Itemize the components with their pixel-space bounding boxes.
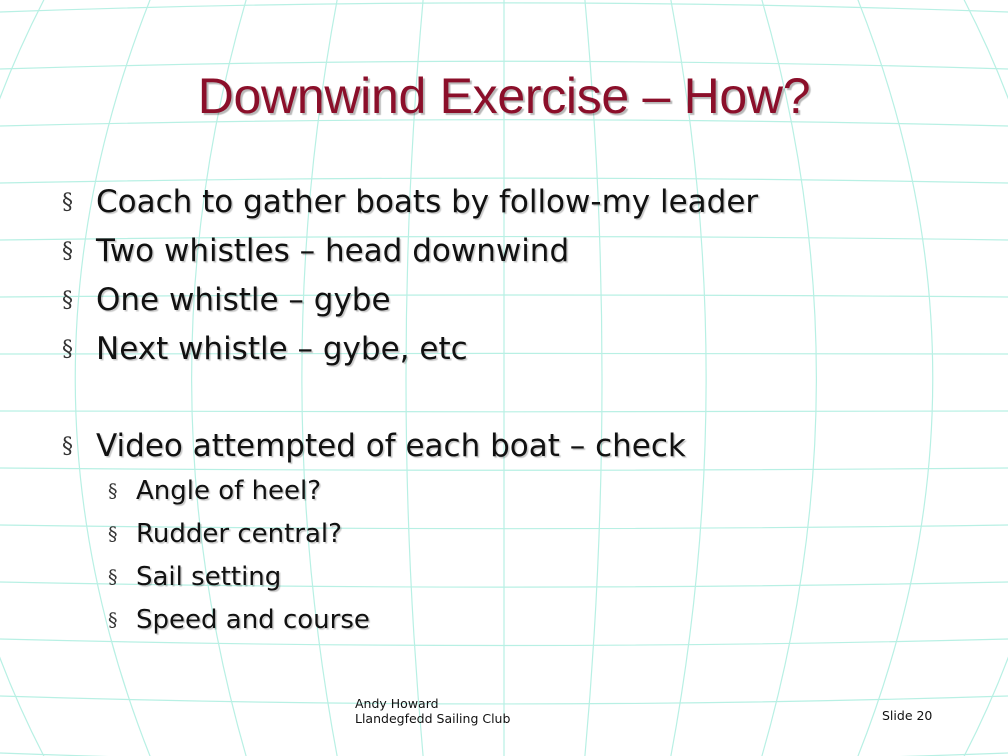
main-bullet-item (60, 276, 960, 325)
footer-author: Andy Howard (355, 696, 439, 711)
slide-title: Downwind Exercise – How? (197, 68, 811, 124)
main-bullet-list (60, 178, 960, 374)
sub-bullet-text: Rudder central? (136, 519, 342, 549)
bullet-marker: § (62, 190, 73, 215)
main-bullet-text: Next whistle – gybe, etc (96, 331, 468, 367)
main-bullet-text: Coach to gather boats by follow-my leader (96, 184, 759, 220)
bullet-marker: § (108, 566, 118, 588)
sub-bullet-item (108, 557, 808, 600)
sub-bullet-item (108, 514, 808, 557)
main-bullet-item (60, 325, 960, 374)
bullet-marker: § (62, 288, 73, 313)
slide-number: Slide 20 (882, 708, 933, 723)
main-bullet-text: One whistle – gybe (96, 282, 391, 318)
video-bullet (60, 422, 960, 471)
bullet-marker: § (62, 337, 73, 362)
sub-bullet-item (108, 600, 808, 643)
sub-bullet-list (108, 471, 808, 643)
main-bullet-item (60, 178, 960, 227)
bullet-marker: § (62, 434, 73, 459)
bullet-marker: § (108, 609, 118, 631)
sub-bullet-text: Angle of heel? (136, 476, 322, 506)
main-bullet-item (60, 227, 960, 276)
sub-bullet-text: Sail setting (136, 562, 282, 592)
bullet-marker: § (62, 239, 73, 264)
sub-bullet-text: Speed and course (136, 605, 370, 635)
video-bullet-text: Video attempted of each boat – check (96, 428, 686, 464)
bullet-marker: § (108, 523, 118, 545)
main-bullet-text: Two whistles – head downwind (96, 233, 570, 269)
video-bullet-item (60, 422, 960, 471)
sub-bullet-item (108, 471, 808, 514)
footer-club: Llandegfedd Sailing Club (355, 711, 511, 726)
footer-credits (355, 696, 510, 726)
bullet-marker: § (108, 480, 118, 502)
